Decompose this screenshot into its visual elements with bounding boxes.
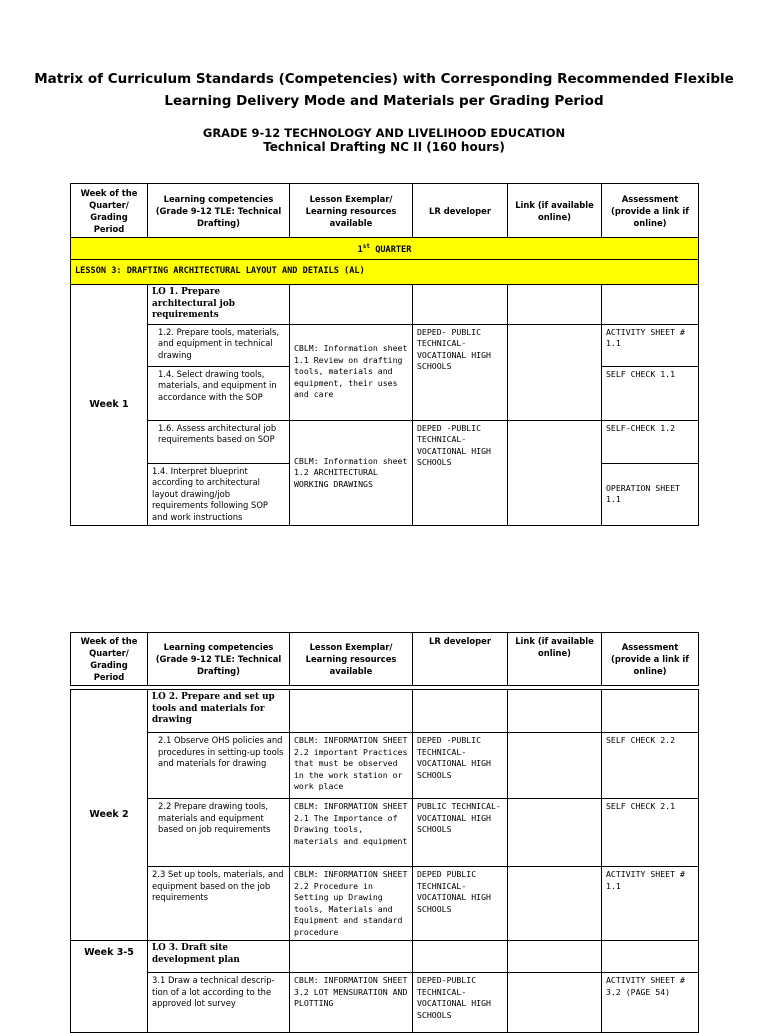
learning-outcome: LO 1. Prepare architectural job requirements [148, 285, 290, 325]
assessment: SELF CHECK 1.1 [602, 366, 699, 420]
quarter-label: 1st QUARTER [71, 238, 699, 260]
document-subtitle-course: Technical Drafting NC II (160 hours) [263, 140, 505, 154]
header-developer: LR developer [413, 184, 508, 238]
learning-resource: CBLM: INFORMATION SHEET 2.2 Procedure in Setting up Drawing tools, Materials and Equipment and standard procedure [290, 867, 413, 941]
curriculum-matrix-table-1 [70, 183, 699, 526]
table-row [71, 285, 699, 325]
competency: 1.6. Assess architectural job requirements based on SOP [148, 420, 290, 463]
learning-resource: CBLM: INFORMATION SHEET 2.2 important Practices that must be observed in the work station or work place [290, 733, 413, 799]
table-row [71, 799, 699, 867]
week-label: Week 2 [71, 690, 148, 941]
table-row [71, 690, 699, 733]
competency: 1.4. Interpret blueprint according to architectural layout drawing/job requirements following SOP and work instructions [148, 463, 290, 526]
header-week: Week of the Quarter/ Grading Period [71, 633, 148, 686]
week-label: Week 3-5 [71, 941, 148, 1033]
learning-resource: CBLM: Information sheet 1.2 ARCHITECTURAL WORKING DRAWINGS [290, 420, 413, 526]
quarter-row [71, 238, 699, 260]
table-row [71, 941, 699, 973]
learning-resource: CBLM: Information sheet 1.1 Review on drafting tools, materials and equipment, their uses and care [290, 324, 413, 420]
table-row [71, 324, 699, 366]
header-developer: LR developer [413, 633, 508, 686]
table-header-row [71, 633, 699, 686]
lesson-row [71, 260, 699, 285]
header-competencies: Learning competencies (Grade 9-12 TLE: Technical Drafting) [148, 633, 290, 686]
competency: 1.2. Prepare tools, materials, and equipment in technical drawing [148, 324, 290, 366]
header-assessment: Assessment (provide a link if online) [602, 633, 699, 686]
header-link: Link (if available online) [508, 633, 602, 686]
assessment: ACTIVITY SHEET # 3.2 (PAGE 54) [602, 973, 699, 1033]
learning-outcome: LO 2. Prepare and set up tools and materials for drawing [148, 690, 290, 733]
competency: 1.4. Select drawing tools, materials, and equipment in accordance with the SOP [148, 366, 290, 420]
learning-resource: CBLM: INFORMATION SHEET 3.2 LOT MENSURATION AND PLOTTING [290, 973, 413, 1033]
competency: 2.1 Observe OHS policies and procedures in setting-up tools and materials for drawing [148, 733, 290, 799]
assessment: ACTIVITY SHEET # 1.1 [602, 324, 699, 366]
header-week: Week of the Quarter/ Grading Period [71, 184, 148, 238]
header-link: Link (if available online) [508, 184, 602, 238]
document-title-line2: Learning Delivery Mode and Materials per Grading Period [164, 93, 604, 109]
header-competencies: Learning competencies (Grade 9-12 TLE: Technical Drafting) [148, 184, 290, 238]
assessment: SELF CHECK 2.2 [602, 733, 699, 799]
lr-developer: DEPED PUBLIC TECHNICAL- VOCATIONAL HIGH SCHOOLS [413, 867, 508, 941]
week-label: Week 1 [71, 285, 148, 526]
assessment: SELF CHECK 2.1 [602, 799, 699, 867]
competency: 2.2 Prepare drawing tools, materials and equipment based on job requirements [148, 799, 290, 867]
assessment: OPERATION SHEET 1.1 [602, 463, 699, 526]
competency: 3.1 Draw a technical descrip-tion of a lot according to the approved lot survey [148, 973, 290, 1033]
lesson-title: LESSON 3: DRAFTING ARCHITECTURAL LAYOUT AND DETAILS (AL) [71, 260, 699, 285]
document-title-line1: Matrix of Curriculum Standards (Competencies) with Corresponding Recommended Flexible [34, 71, 734, 87]
table-row [71, 733, 699, 799]
curriculum-matrix-table-2 [70, 632, 699, 1033]
lr-developer: PUBLIC TECHNICAL- VOCATIONAL HIGH SCHOOLS [413, 799, 508, 867]
table-header-row [71, 184, 699, 238]
competency: 2.3 Set up tools, materials, and equipment based on the job requirements [148, 867, 290, 941]
assessment: SELF-CHECK 1.2 [602, 420, 699, 463]
table-row [71, 420, 699, 463]
lr-developer: DEPED -PUBLIC TECHNICAL- VOCATIONAL HIGH SCHOOLS [413, 420, 508, 526]
assessment: ACTIVITY SHEET # 1.1 [602, 867, 699, 941]
header-exemplar: Lesson Exemplar/ Learning resources available [290, 633, 413, 686]
header-assessment: Assessment (provide a link if online) [602, 184, 699, 238]
learning-outcome: LO 3. Draft site development plan [148, 941, 290, 973]
table-row [71, 867, 699, 941]
learning-resource: CBLM: INFORMATION SHEET 2.1 The Importance of Drawing tools, materials and equipment [290, 799, 413, 867]
document-subtitle-grade: GRADE 9-12 TECHNOLOGY AND LIVELIHOOD EDUCATION [202, 126, 566, 140]
lr-developer: DEPED -PUBLIC TECHNICAL- VOCATIONAL HIGH SCHOOLS [413, 733, 508, 799]
lr-developer: DEPED- PUBLIC TECHNICAL- VOCATIONAL HIGH SCHOOLS [413, 324, 508, 420]
lr-developer: DEPED-PUBLIC TECHNICAL- VOCATIONAL HIGH SCHOOLS [413, 973, 508, 1033]
header-exemplar: Lesson Exemplar/ Learning resources available [290, 184, 413, 238]
